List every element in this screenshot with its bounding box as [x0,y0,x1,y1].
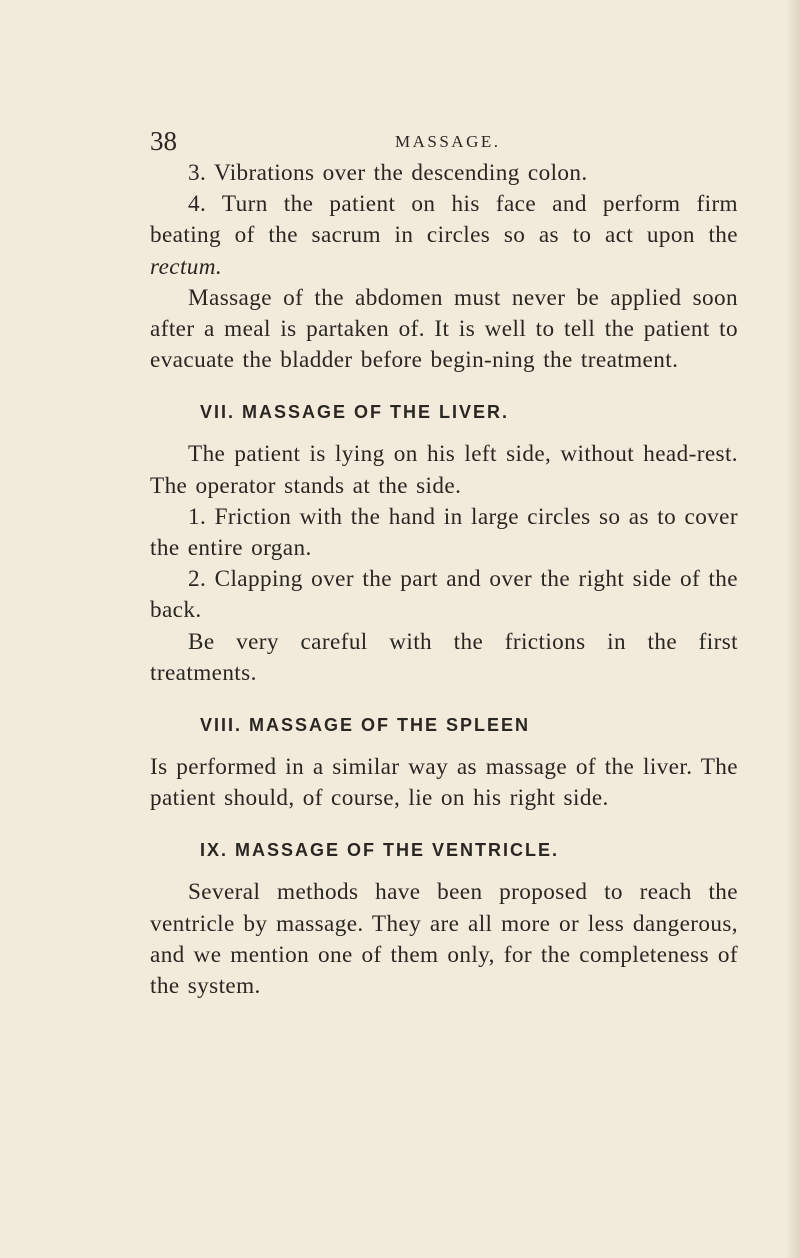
paragraph-step-4-text: 4. Turn the patient on his face and perform firm beating of the sacrum in circles so as to act upon the [150,191,738,249]
page-number: 38 [150,126,177,156]
paragraph-step-3: 3. Vibrations over the descending colon. [188,160,588,186]
paragraph-liver-clapping: 2. Clapping over the part and over the right side of the back. [150,566,738,624]
paragraph-liver-position: The patient is lying on his left side, without head-rest. The operator stands at the side. [150,441,738,499]
paragraph-liver-caution: Be very careful with the frictions in the first treatments. [150,628,738,686]
body-text [150,158,738,1002]
paragraph-abdomen-warning: Massage of the abdomen must never be applied soon after a meal is partaken of. It is well to tell the patient to evacuate the bladder before begin-ning the treatment. [150,284,738,374]
heading-ventricle: IX. MASSAGE OF THE VENTRICLE. [200,840,560,861]
rectum-italic: rectum. [150,253,223,280]
paragraph-ventricle: Several methods have been proposed to reach the ventricle by massage. They are all more or less dangerous, and we mention one of them only, for the completeness of the system. [150,879,738,1000]
running-title: MASSAGE. [395,132,501,151]
paragraph-spleen: Is performed in a similar way as massage of the liver. The patient should, of course, lie on his right side. [150,754,738,812]
heading-liver: VII. MASSAGE OF THE LIVER. [200,402,510,423]
book-page [150,118,738,1002]
heading-spleen: VIII. MASSAGE OF THE SPLEEN [200,715,531,736]
page-edge-shadow [786,0,800,1258]
running-head [150,118,738,158]
paragraph-step-4 [150,189,738,283]
paragraph-liver-friction: 1. Friction with the hand in large circles so as to cover the entire organ. [150,503,738,562]
